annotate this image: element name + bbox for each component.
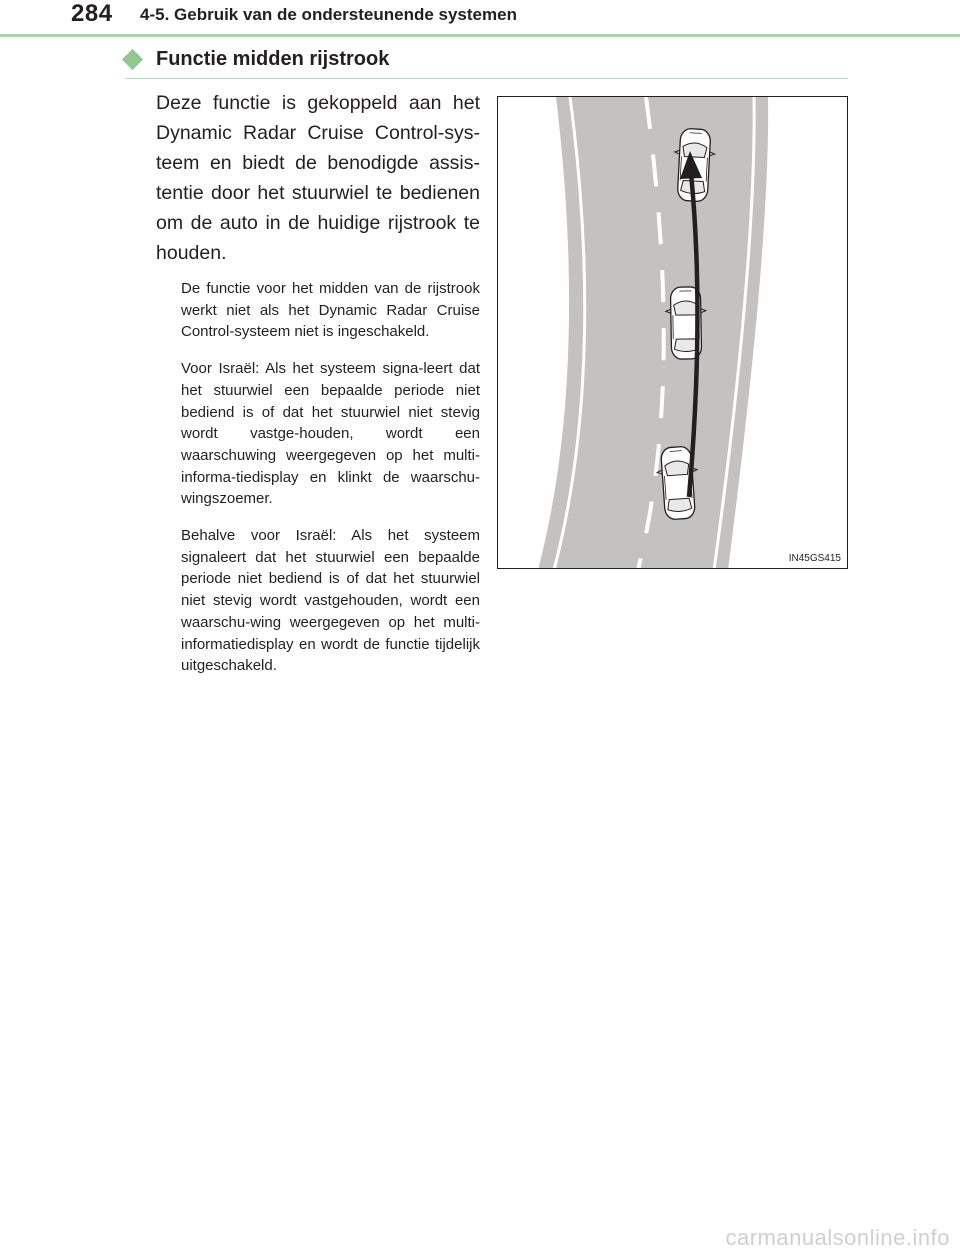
figure-code: IN45GS415 <box>788 553 841 564</box>
header-divider <box>0 34 960 37</box>
chapter-title: 4-5. Gebruik van de ondersteunende systemen <box>140 5 517 24</box>
section-divider <box>125 78 848 79</box>
lane-centering-illustration <box>497 96 848 569</box>
note-item: Voor Israël: Als het systeem signa-leert dat het stuurwiel een bepaalde periode niet bediend is of dat het stuurwiel niet stevig wordt vastge-houden, wordt een waarschuwing weergegeven op het multi-informa-tiedisplay en klinkt de waarschu-wingszoemer. <box>181 360 480 508</box>
page-number: 284 <box>71 0 113 27</box>
road-diagram <box>498 97 848 569</box>
notes-list <box>181 278 480 683</box>
diamond-bullet-icon <box>122 49 143 70</box>
note-item: De functie voor het midden van de rijstrook werkt niet als het Dynamic Radar Cruise Control-systeem niet is ingeschakeld. <box>181 280 480 341</box>
watermark: carmanualsonline.info <box>725 1225 950 1250</box>
note-item: Behalve voor Israël: Als het systeem signaleert dat het stuurwiel een bepaalde periode niet bediend is of dat het stuurwiel niet stevig wordt vastgehouden, wordt een waarschu-wing weergegeven op het multi-informatiedisplay en wordt de functie tijdelijk uitgeschakeld. <box>181 527 480 675</box>
body-paragraph: Deze functie is gekoppeld aan het Dynamic Radar Cruise Control-sys-teem en biedt de benodigde assis-tentie door het stuurwiel te bedienen om de auto in de huidige rijstrook te houden. <box>156 92 480 264</box>
section-heading <box>125 48 389 71</box>
section-title: Functie midden rijstrook <box>156 48 390 70</box>
car-icon <box>665 287 706 360</box>
